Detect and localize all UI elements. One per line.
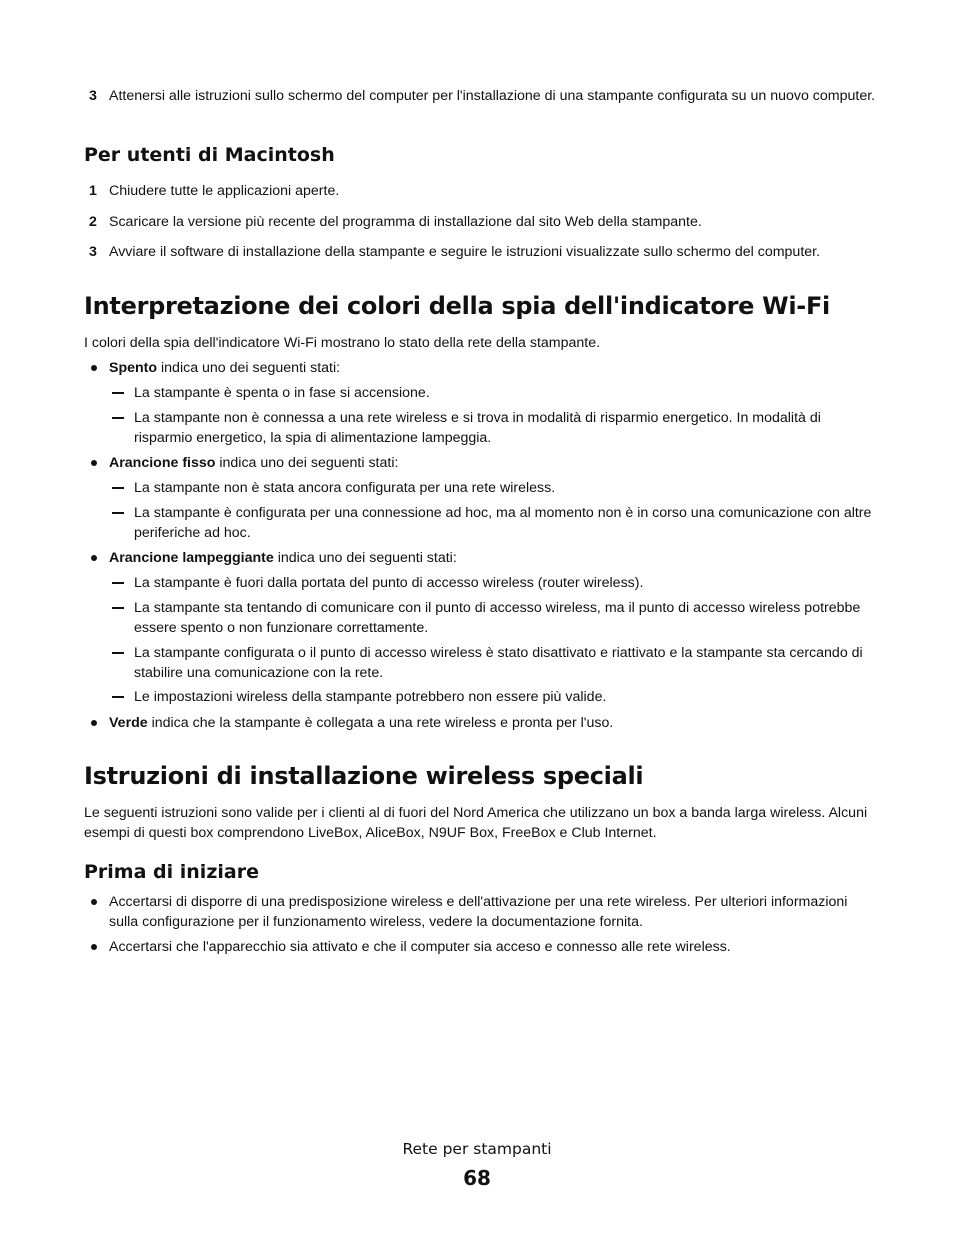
dash-icon [112,582,124,584]
dash-icon [112,512,124,514]
state-term: Arancione fisso [109,455,216,471]
step-text: Scaricare la versione più recente del programma di installazione dal sito Web della stampante. [109,214,702,230]
step-number: 2 [89,214,97,230]
dash-text: La stampante è configurata per una connessione ad hoc, ma al momento non è in corso una comunicazione con altre periferiche ad hoc. [134,505,872,541]
dash-icon [112,652,124,654]
dash-text: La stampante non è stata ancora configurata per una rete wireless. [134,480,556,496]
dash-text: La stampante è spenta o in fase si accensione. [134,385,430,401]
wifi-heading: Interpretazione dei colori della spia dell'indicatore Wi-Fi [84,292,830,320]
dash-text: La stampante è fuori dalla portata del punto di accesso wireless (router wireless). [134,575,644,591]
dash-icon [112,696,124,698]
state-desc: indica uno dei seguenti stati: [215,455,399,471]
state-term: Spento [109,360,158,376]
state-term: Verde [109,715,148,731]
dash-icon [112,487,124,489]
step-number: 3 [89,244,97,260]
bullet-icon [91,460,97,466]
bullet-icon [91,365,97,371]
bullet-text: Accertarsi di disporre di una predisposizione wireless e dell'attivazione per una rete wireless. Per ulteriori informazioni sulla configurazione per il funzionamento wireless, vedere la documentazione fornita. [109,894,848,930]
state-desc: indica uno dei seguenti stati: [157,360,341,376]
bullet-icon [91,899,97,905]
dash-text: La stampante configurata o il punto di accesso wireless è stato disattivato e riattivato e la stampante sta cercando di stabilire una comunicazione con la rete. [134,645,863,681]
before-heading: Prima di iniziare [84,861,259,883]
wifi-intro: I colori della spia dell'indicatore Wi-Fi mostrano lo stato della rete della stampante. [84,335,601,351]
dash-text: La stampante non è connessa a una rete wireless e si trova in modalità di risparmio energetico. In modalità di risparmio energetico, la spia di alimentazione lampeggia. [134,410,821,446]
dash-text: Le impostazioni wireless della stampante potrebbero non essere più valide. [134,689,607,705]
step-text: Avviare il software di installazione della stampante e seguire le istruzioni visualizzate sullo schermo del computer. [109,244,821,260]
bullet-icon [91,555,97,561]
state-term: Arancione lampeggiante [109,550,274,566]
dash-text: La stampante sta tentando di comunicare con il punto di accesso wireless, ma il punto di accesso wireless potrebbe essere spento o non funzionare correttamente. [134,600,861,636]
dash-icon [112,417,124,419]
mac-heading: Per utenti di Macintosh [84,144,335,166]
special-intro: Le seguenti istruzioni sono valide per i clienti al di fuori del Nord America che utilizzano un box a banda larga wireless. Alcuni esempi di questi box comprendono LiveBox, AliceBox, N9UF Box, FreeBox e Club Internet. [84,805,868,841]
state-desc: indica che la stampante è collegata a una rete wireless e pronta per l'uso. [147,715,614,731]
footer-section-title: Rete per stampanti [402,1140,552,1158]
step-number: 3 [89,88,97,104]
dash-icon [112,392,124,394]
special-heading: Istruzioni di installazione wireless speciali [84,762,644,790]
state-desc: indica uno dei seguenti stati: [273,550,457,566]
step-text: Attenersi alle istruzioni sullo schermo del computer per l'installazione di una stampante configurata su un nuovo computer. [109,88,876,104]
bullet-icon [91,720,97,726]
bullet-text: Accertarsi che l'apparecchio sia attivato e che il computer sia acceso e connesso alle rete wireless. [109,939,731,955]
step-number: 1 [89,183,97,199]
dash-icon [112,607,124,609]
step-text: Chiudere tutte le applicazioni aperte. [109,183,340,199]
page-number: 68 [463,1166,491,1190]
bullet-icon [91,944,97,950]
